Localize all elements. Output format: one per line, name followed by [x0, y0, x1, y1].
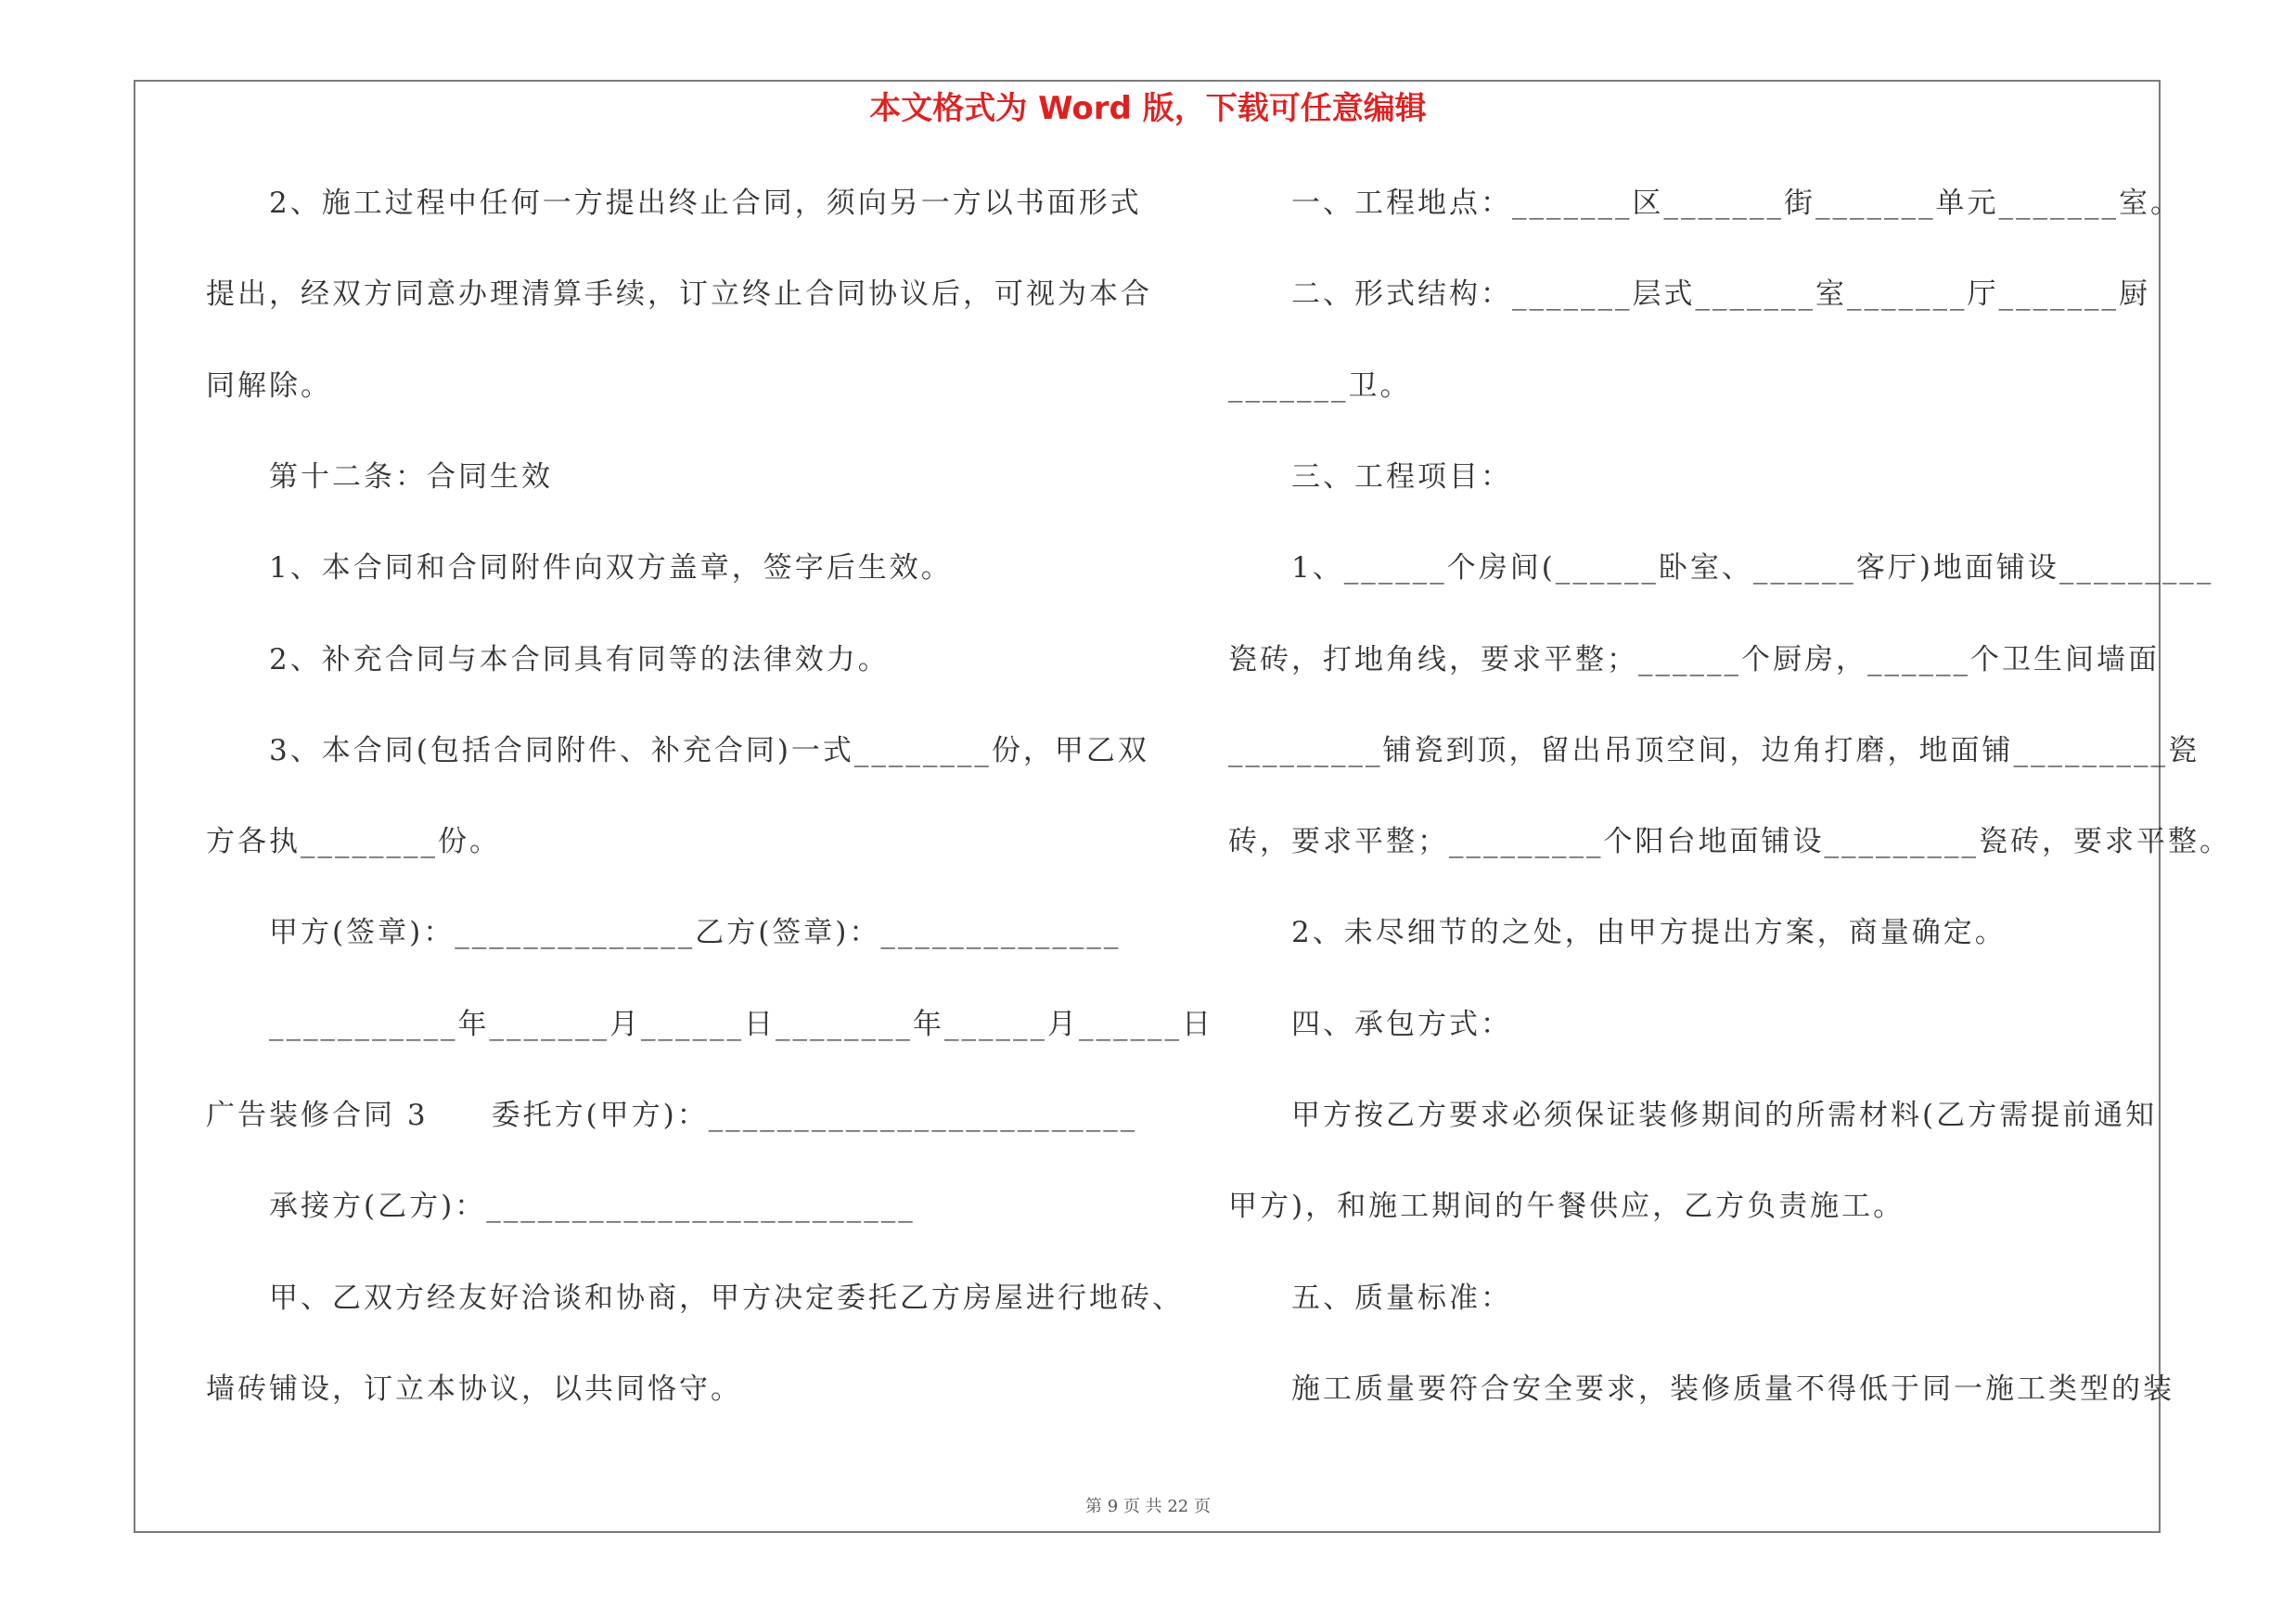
text-line: 二、形式结构：_______层式_______室_______厅_______厨 — [1228, 277, 2150, 312]
text-line: 广告装修合同 3 委托方(甲方)：_________________________ — [206, 1099, 1138, 1132]
text-line: 第十二条：合同生效 — [206, 459, 553, 494]
text-line: 甲方(签章)：______________乙方(签章)：______________ — [206, 916, 1122, 950]
text-line: 施工质量要符合安全要求，装修质量不得低于同一施工类型的装 — [1228, 1372, 2174, 1406]
text-line: 一、工程地点：_______区_______街_______单元_______室。 — [1228, 187, 2182, 220]
page-number-footer: 第 9 页 共 22 页 — [1085, 1497, 1211, 1516]
word-format-banner: 本文格式为 Word 版，下载可任意编辑 — [869, 90, 1427, 127]
text-line: ___________年_______月______日________年______月______日 — [206, 1007, 1213, 1041]
text-line: 3、本合同(包括合同附件、补充合同)一式________份，甲乙双 — [206, 733, 1149, 767]
text-line: 三、工程项目： — [1228, 459, 1512, 494]
text-line: 承接方(乙方)：_________________________ — [206, 1190, 916, 1224]
text-line: 2、补充合同与本合同具有同等的法律效力。 — [206, 642, 890, 676]
text-line: 方各执________份。 — [206, 825, 501, 859]
text-line: _________铺瓷到顶，留出吊顶空间，边角打磨，地面铺_________瓷 — [1228, 733, 2200, 767]
text-line: 四、承包方式： — [1228, 1007, 1512, 1041]
text-line: 提出，经双方同意办理清算手续，订立终止合同协议后，可视为本合 — [206, 277, 1152, 312]
text-line: 墙砖铺设，订立本协议，以共同恪守。 — [206, 1372, 742, 1406]
text-line: 同解除。 — [206, 368, 332, 403]
text-line: 五、质量标准： — [1228, 1281, 1512, 1315]
text-line: 瓷砖，打地角线，要求平整；______个厨房，______个卫生间墙面 — [1228, 642, 2160, 676]
text-line: 1、本合同和合同附件向双方盖章，签字后生效。 — [206, 551, 953, 586]
text-line: 甲方按乙方要求必须保证装修期间的所需材料(乙方需提前通知 — [1228, 1099, 2158, 1132]
text-line: 甲、乙双方经友好洽谈和协商，甲方决定委托乙方房屋进行地砖、 — [206, 1281, 1184, 1315]
text-line: 2、未尽细节的之处，由甲方提出方案，商量确定。 — [1228, 916, 2007, 950]
text-line: 2、施工过程中任何一方提出终止合同，须向另一方以书面形式 — [206, 187, 1142, 220]
text-line: _______卫。 — [1228, 368, 1412, 403]
text-line: 1、______个房间(______卧室、______客厅)地面铺设_________ — [1228, 551, 2214, 586]
text-line: 甲方)，和施工期间的午餐供应，乙方负责施工。 — [1228, 1190, 1905, 1224]
text-line: 砖，要求平整；_________个阳台地面铺设_________瓷砖，要求平整。 — [1228, 825, 2231, 859]
